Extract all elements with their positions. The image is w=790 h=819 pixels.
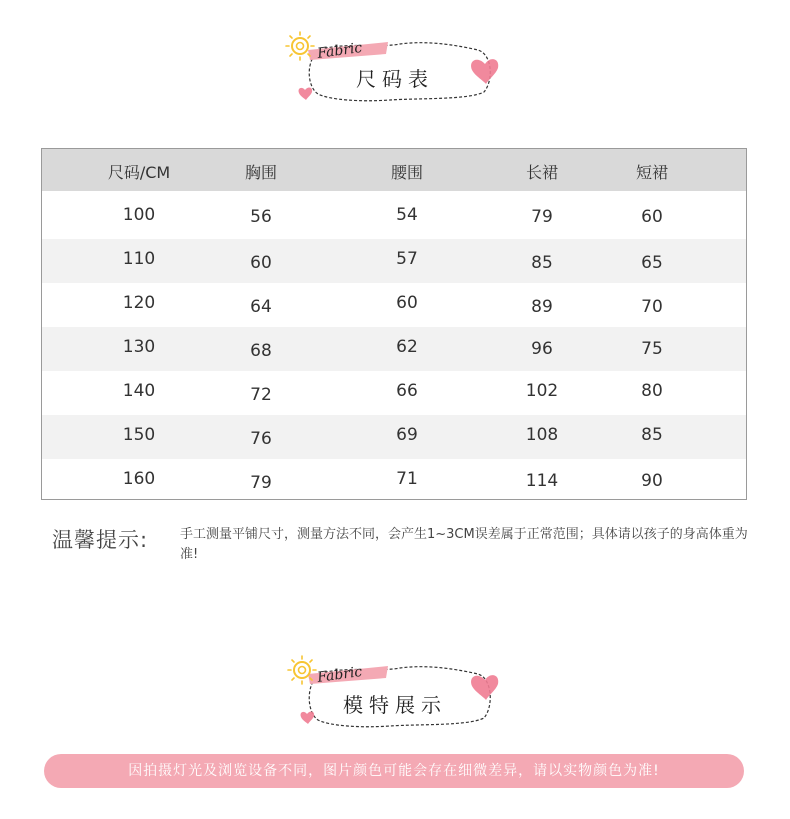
- table-cell: 108: [525, 425, 559, 445]
- table-cell: 68: [250, 341, 272, 361]
- table-cell: 60: [396, 293, 418, 313]
- table-row: [42, 283, 746, 327]
- table-cell: 65: [641, 253, 663, 273]
- table-cell: 79: [250, 473, 272, 493]
- table-cell: 85: [531, 253, 553, 273]
- table-cell: 66: [396, 381, 418, 401]
- table-cell: 110: [122, 249, 156, 269]
- table-row: [42, 371, 746, 415]
- table-header-row: [42, 149, 746, 191]
- table-cell: 89: [531, 297, 553, 317]
- fabric-script-word: Fabric: [316, 663, 364, 686]
- table-cell: 114: [525, 471, 559, 491]
- table-cell: 64: [250, 297, 272, 317]
- table-cell: 57: [396, 249, 418, 269]
- table-cell: 72: [250, 385, 272, 405]
- table-cell: 85: [641, 425, 663, 445]
- note-text: 手工测量平铺尺寸，测量方法不同，会产生1~3CM误差属于正常范围；具体请以孩子的身高体重为准!: [180, 527, 748, 562]
- table-cell: 54: [396, 205, 418, 225]
- size-table: [41, 148, 747, 500]
- table-cell: 120: [122, 293, 156, 313]
- size-chart-title-badge: [280, 28, 510, 108]
- note-label: 温馨提示:: [52, 528, 149, 552]
- header-short-skirt: 短裙: [635, 163, 669, 182]
- table-cell: 100: [122, 205, 156, 225]
- table-row: [42, 459, 746, 503]
- table-row: [42, 327, 746, 371]
- heart-icon-small: [301, 712, 315, 724]
- model-display-title-badge: [280, 650, 510, 730]
- header-waist: 腰围: [390, 163, 424, 182]
- header-long-skirt: 长裙: [525, 163, 559, 182]
- table-cell: 160: [122, 469, 156, 489]
- table-cell: 80: [641, 381, 663, 401]
- table-row: [42, 239, 746, 283]
- table-cell: 76: [250, 429, 272, 449]
- table-row: [42, 191, 746, 235]
- table-cell: 71: [396, 469, 418, 489]
- header-chest: 胸围: [244, 163, 278, 182]
- size-chart-title: 尺码表: [356, 67, 434, 91]
- sun-icon: [286, 32, 314, 60]
- table-cell: 140: [122, 381, 156, 401]
- table-row: [42, 415, 746, 459]
- heart-icon-small: [299, 88, 313, 100]
- table-cell: 60: [641, 207, 663, 227]
- table-cell: 70: [641, 297, 663, 317]
- color-disclaimer-banner: 因拍摄灯光及浏览设备不同，图片颜色可能会存在细微差异，请以实物颜色为准!: [44, 754, 744, 788]
- table-cell: 102: [525, 381, 559, 401]
- header-size: 尺码/CM: [107, 163, 171, 182]
- table-cell: 62: [396, 337, 418, 357]
- table-cell: 75: [641, 339, 663, 359]
- table-cell: 150: [122, 425, 156, 445]
- sun-icon: [288, 656, 316, 684]
- table-cell: 60: [250, 253, 272, 273]
- model-display-title: 模特展示: [343, 693, 447, 717]
- table-cell: 56: [250, 207, 272, 227]
- table-cell: 90: [641, 471, 663, 491]
- table-cell: 69: [396, 425, 418, 445]
- table-cell: 96: [531, 339, 553, 359]
- table-cell: 79: [531, 207, 553, 227]
- fabric-script-word: Fabric: [316, 39, 364, 62]
- table-cell: 130: [122, 337, 156, 357]
